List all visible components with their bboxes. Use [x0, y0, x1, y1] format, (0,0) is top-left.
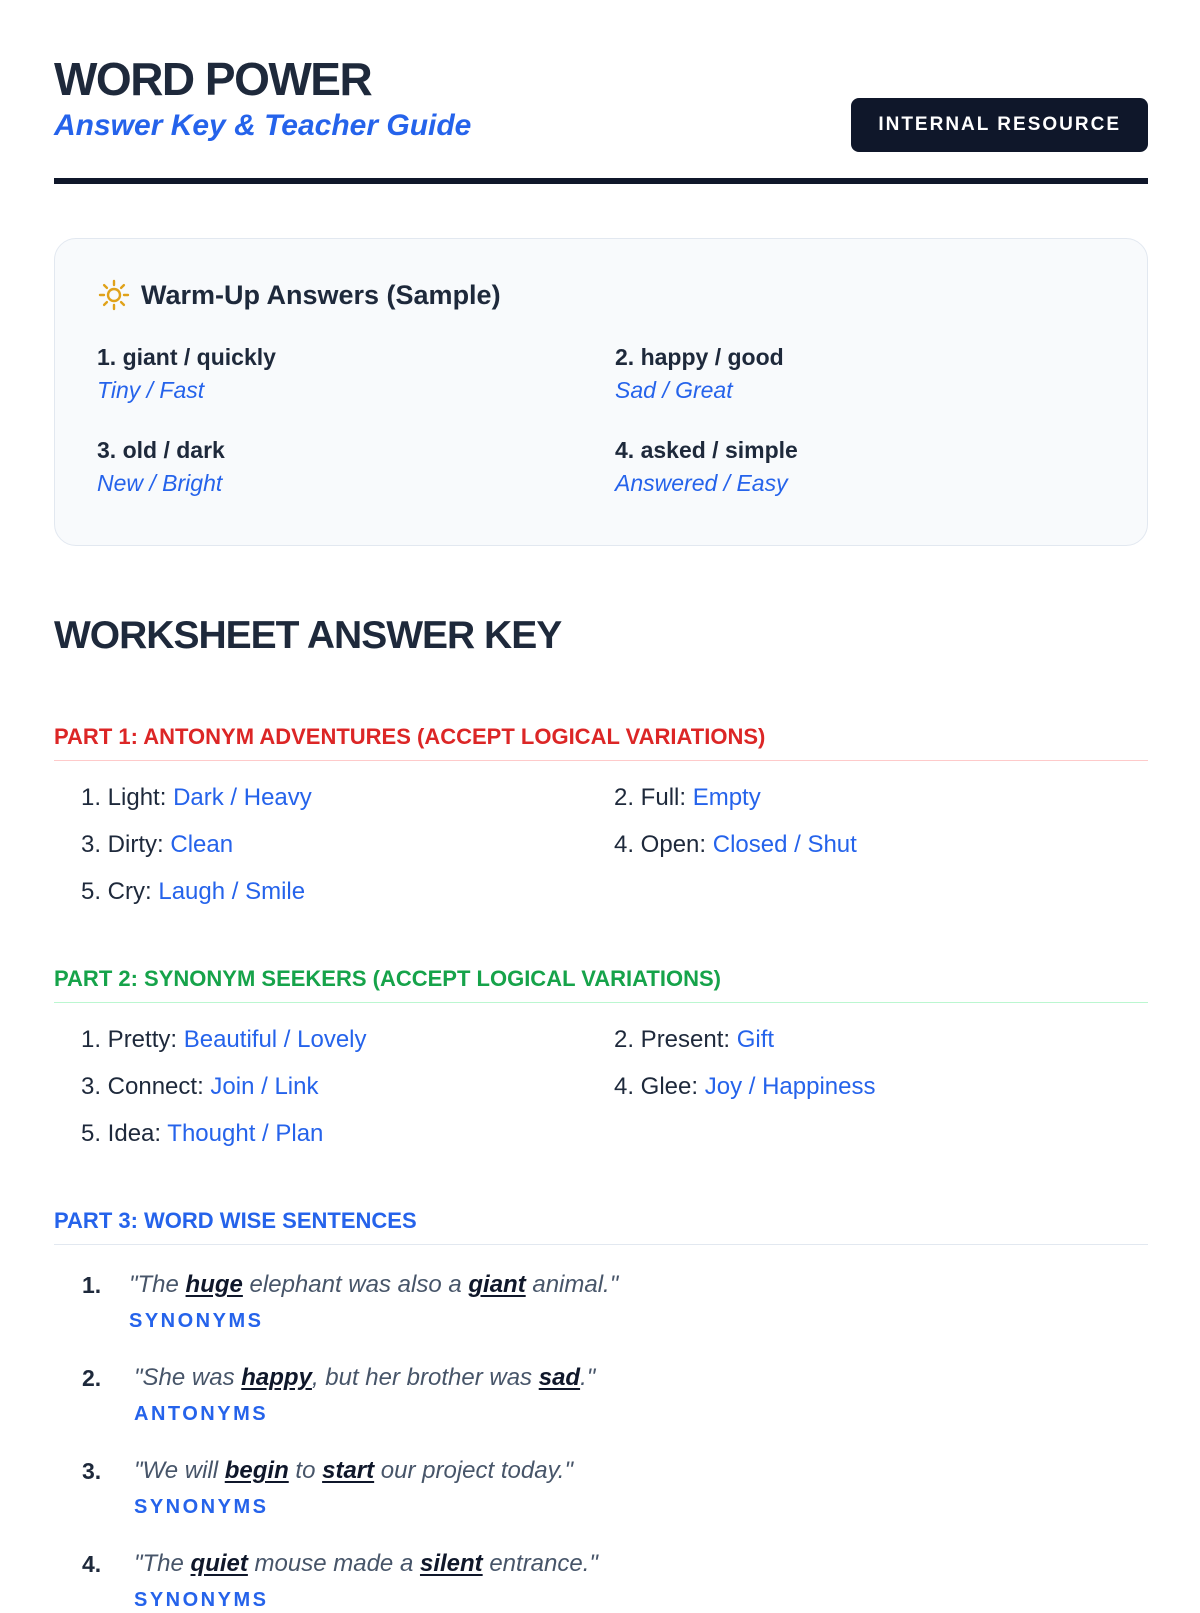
- answer-word: 3. Dirty:: [81, 831, 164, 858]
- answer-word: 1. Light:: [81, 784, 167, 811]
- warmup-item: [615, 341, 1075, 407]
- answer-item: [81, 1025, 367, 1055]
- sentence-text: "The quiet mouse made a silent entrance.": [134, 1550, 598, 1577]
- warmup-answer: Tiny / Fast: [97, 377, 205, 403]
- answer-item: [81, 1119, 323, 1149]
- relationship-label: SYNONYMS: [134, 1496, 269, 1518]
- answer-item: [614, 830, 857, 860]
- highlighted-word: giant: [468, 1271, 526, 1298]
- highlighted-word: begin: [224, 1457, 289, 1484]
- warmup-card: [54, 238, 1148, 546]
- warmup-item: [97, 341, 557, 407]
- warmup-answer: Sad / Great: [615, 377, 733, 403]
- answer-item: [81, 830, 233, 860]
- highlighted-word: sad: [538, 1364, 581, 1391]
- warmup-question: 3. old / dark: [97, 437, 225, 463]
- answer-item: [614, 783, 761, 813]
- highlighted-word: happy: [241, 1364, 312, 1391]
- answer-item: [614, 1025, 774, 1055]
- highlighted-word: quiet: [190, 1550, 248, 1577]
- sentence-number: 2.: [82, 1365, 102, 1391]
- part-1-section: [54, 722, 1148, 911]
- warmup-answer: New / Bright: [97, 470, 223, 496]
- sentence-number: 1.: [82, 1272, 102, 1298]
- warmup-question: 2. happy / good: [615, 344, 784, 370]
- warmup-item: [615, 434, 1075, 500]
- answer-value: Closed / Shut: [712, 831, 857, 858]
- warmup-item: [97, 434, 557, 500]
- answer-item: [81, 1072, 318, 1102]
- part-1-answers: [54, 761, 1148, 911]
- answer-value: Beautiful / Lovely: [183, 1026, 367, 1053]
- answer-value: Laugh / Smile: [158, 878, 306, 905]
- part-2-section: [54, 964, 1148, 1153]
- sentence-text: "We will begin to start our project today.": [134, 1457, 573, 1484]
- answer-item: [614, 1072, 875, 1102]
- sentence-number: 4.: [82, 1551, 102, 1577]
- warmup-answer: Answered / Easy: [615, 470, 788, 496]
- answer-item: [81, 783, 312, 813]
- warmup-title: Warm-Up Answers (Sample): [141, 279, 501, 310]
- answer-value: Clean: [170, 831, 234, 858]
- answer-key-heading: WORKSHEET ANSWER KEY: [54, 614, 562, 657]
- highlighted-word: silent: [419, 1550, 483, 1577]
- answer-value: Join / Link: [210, 1073, 319, 1100]
- highlighted-word: start: [322, 1457, 375, 1484]
- page-subtitle: Answer Key & Teacher Guide: [54, 109, 472, 142]
- part-3-title: PART 3: WORD WISE SENTENCES: [54, 1206, 1148, 1245]
- page-header: [54, 50, 1148, 184]
- highlighted-word: huge: [185, 1271, 243, 1298]
- answer-value: Dark / Heavy: [173, 784, 312, 811]
- part-2-answers: [54, 1003, 1148, 1153]
- part-3-section: [54, 1206, 1148, 1611]
- answer-item: [81, 877, 305, 907]
- answer-word: 1. Pretty:: [81, 1026, 178, 1053]
- answer-value: Thought / Plan: [167, 1120, 324, 1147]
- answer-word: 2. Present:: [614, 1026, 731, 1053]
- sentence-text: "She was happy, but her brother was sad.": [134, 1364, 596, 1391]
- part-1-title: PART 1: ANTONYM ADVENTURES (ACCEPT LOGICAL VARIATIONS): [54, 722, 1148, 761]
- warmup-question: 4. asked / simple: [615, 437, 798, 463]
- relationship-label: SYNONYMS: [134, 1589, 269, 1611]
- answer-value: Gift: [736, 1026, 775, 1053]
- sentence-number: 3.: [82, 1458, 102, 1484]
- answer-word: 4. Glee:: [614, 1073, 699, 1100]
- relationship-label: SYNONYMS: [129, 1310, 264, 1332]
- answer-word: 5. Idea:: [81, 1120, 162, 1147]
- answer-word: 5. Cry:: [81, 878, 152, 905]
- page-title: WORD POWER: [54, 53, 372, 105]
- answer-word: 4. Open:: [614, 831, 707, 858]
- answer-value: Empty: [692, 784, 761, 811]
- part-2-title: PART 2: SYNONYM SEEKERS (ACCEPT LOGICAL VARIATIONS): [54, 964, 1148, 1003]
- answer-value: Joy / Happiness: [704, 1073, 876, 1100]
- warmup-header: [97, 275, 501, 315]
- sun-icon: [97, 278, 131, 312]
- warmup-question: 1. giant / quickly: [97, 344, 276, 370]
- relationship-label: ANTONYMS: [134, 1403, 269, 1425]
- sentence-text: "The huge elephant was also a giant animal.": [129, 1271, 619, 1298]
- answer-word: 2. Full:: [614, 784, 687, 811]
- answer-word: 3. Connect:: [81, 1073, 204, 1100]
- internal-resource-badge: INTERNAL RESOURCE: [851, 98, 1148, 152]
